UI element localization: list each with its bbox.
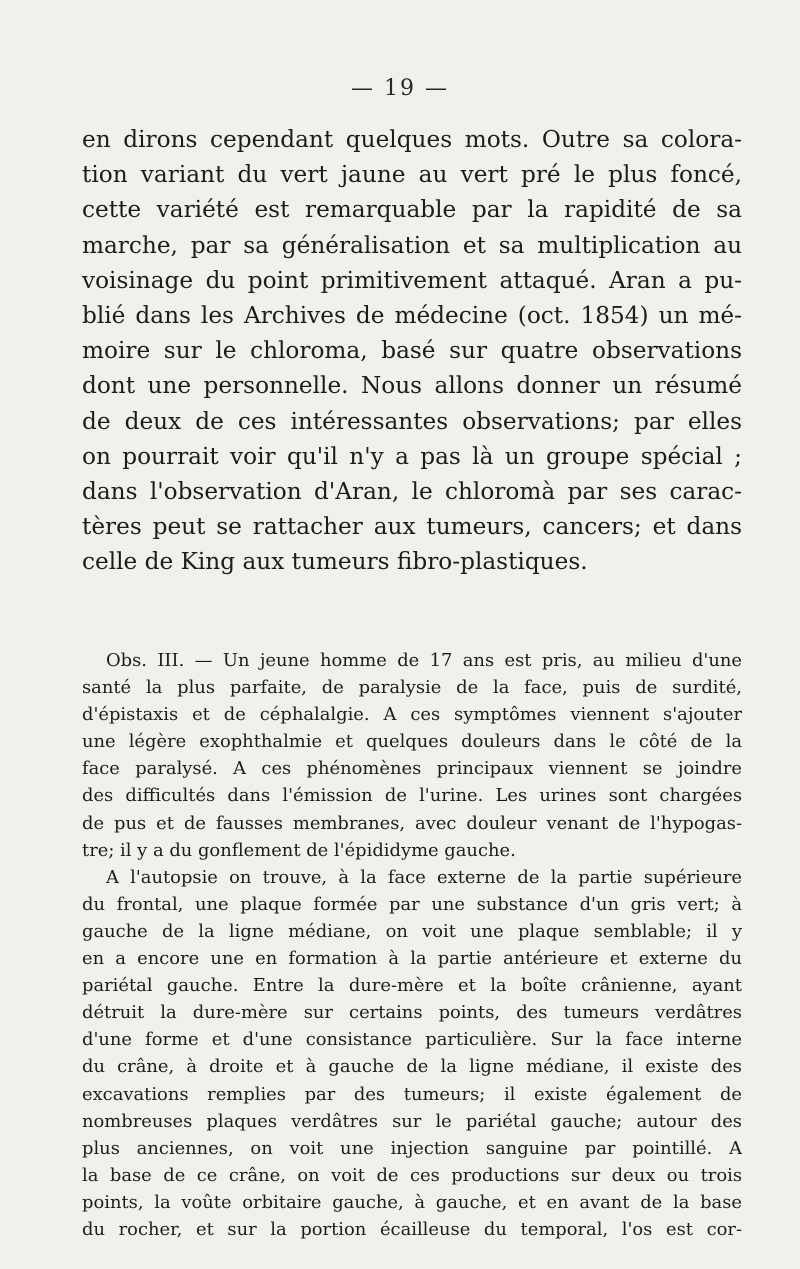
text-line: moire sur le chloroma, basé sur quatre observations	[82, 337, 742, 365]
text-line: des difficultés dans l'émission de l'urine. Les urines sont chargées	[82, 785, 742, 807]
text-line: en dirons cependant quelques mots. Outre sa colora-	[82, 126, 742, 153]
text-line: on pourrait voir qu'il n'y a pas là un groupe spécial ;	[82, 442, 742, 470]
text-line: voisinage du point primitivement attaqué. Aran a pu-	[82, 266, 742, 294]
text-line: d'une forme et d'une consistance particulière. Sur la face interne	[82, 1029, 742, 1051]
text-line: du crâne, à droite et à gauche de la ligne médiane, il existe des	[82, 1056, 742, 1078]
text-line: de deux de ces intéressantes observations; par elles	[82, 407, 742, 435]
text-line: face paralysé. A ces phénomènes principaux viennent se joindre	[82, 758, 742, 780]
text-line: Obs. III. — Un jeune homme de 17 ans est pris, au milieu d'une	[106, 650, 742, 671]
text-line: du rocher, et sur la portion écailleuse du temporal, l'os est cor-	[82, 1218, 742, 1240]
text-line: points, la voûte orbitaire gauche, à gauche, et en avant de la base	[82, 1191, 742, 1213]
observation-block	[82, 647, 742, 1243]
text-line: dans l'observation d'Aran, le chloromà par ses carac-	[82, 478, 742, 506]
main-paragraph	[82, 122, 742, 580]
text-line: la base de ce crâne, on voit de ces productions sur deux ou trois	[82, 1164, 742, 1186]
text-line: du frontal, une plaque formée par une substance d'un gris vert; à	[82, 893, 742, 915]
text-line: en a encore une en formation à la partie antérieure et externe du	[82, 948, 742, 970]
observation-paragraph-2	[82, 864, 742, 1243]
text-line: marche, par sa généralisation et sa multiplication au	[82, 231, 742, 259]
text-line: celle de King aux tumeurs fibro-plastiques.	[82, 548, 588, 576]
text-line: A l'autopsie on trouve, à la face externe de la partie supérieure	[106, 866, 742, 888]
text-line: une légère exophthalmie et quelques douleurs dans le côté de la	[82, 731, 742, 753]
text-line: pariétal gauche. Entre la dure-mère et la boîte crânienne, ayant	[82, 975, 742, 997]
text-line: détruit la dure-mère sur certains points, des tumeurs verdâtres	[82, 1002, 742, 1024]
text-line: excavations remplies par des tumeurs; il existe également de	[82, 1083, 742, 1105]
text-line: nombreuses plaques verdâtres sur le pariétal gauche; autour des	[82, 1110, 742, 1132]
text-line: tre; il y a du gonflement de l'épididyme gauche.	[82, 839, 516, 861]
text-line: gauche de la ligne médiane, on voit une plaque semblable; il y	[82, 920, 742, 942]
text-line: tères peut se rattacher aux tumeurs, cancers; et dans	[82, 513, 742, 541]
text-line: de pus et de fausses membranes, avec douleur venant de l'hypogas-	[82, 812, 742, 834]
text-line: cette variété est remarquable par la rapidité de sa	[82, 196, 742, 224]
page-number: — 19 —	[351, 76, 449, 101]
text-line: dont une personnelle. Nous allons donner un résumé	[82, 372, 742, 400]
text-line: blié dans les Archives de médecine (oct. 1854) un mé-	[82, 302, 742, 330]
text-line: plus anciennes, on voit une injection sanguine par pointillé. A	[82, 1137, 742, 1159]
text-line: d'épistaxis et de céphalalgie. A ces symptômes viennent s'ajouter	[82, 704, 742, 726]
text-line: santé la plus parfaite, de paralysie de la face, puis de surdité,	[82, 677, 742, 699]
observation-paragraph-1	[82, 647, 742, 864]
text-line: tion variant du vert jaune au vert pré le plus foncé,	[82, 161, 742, 189]
